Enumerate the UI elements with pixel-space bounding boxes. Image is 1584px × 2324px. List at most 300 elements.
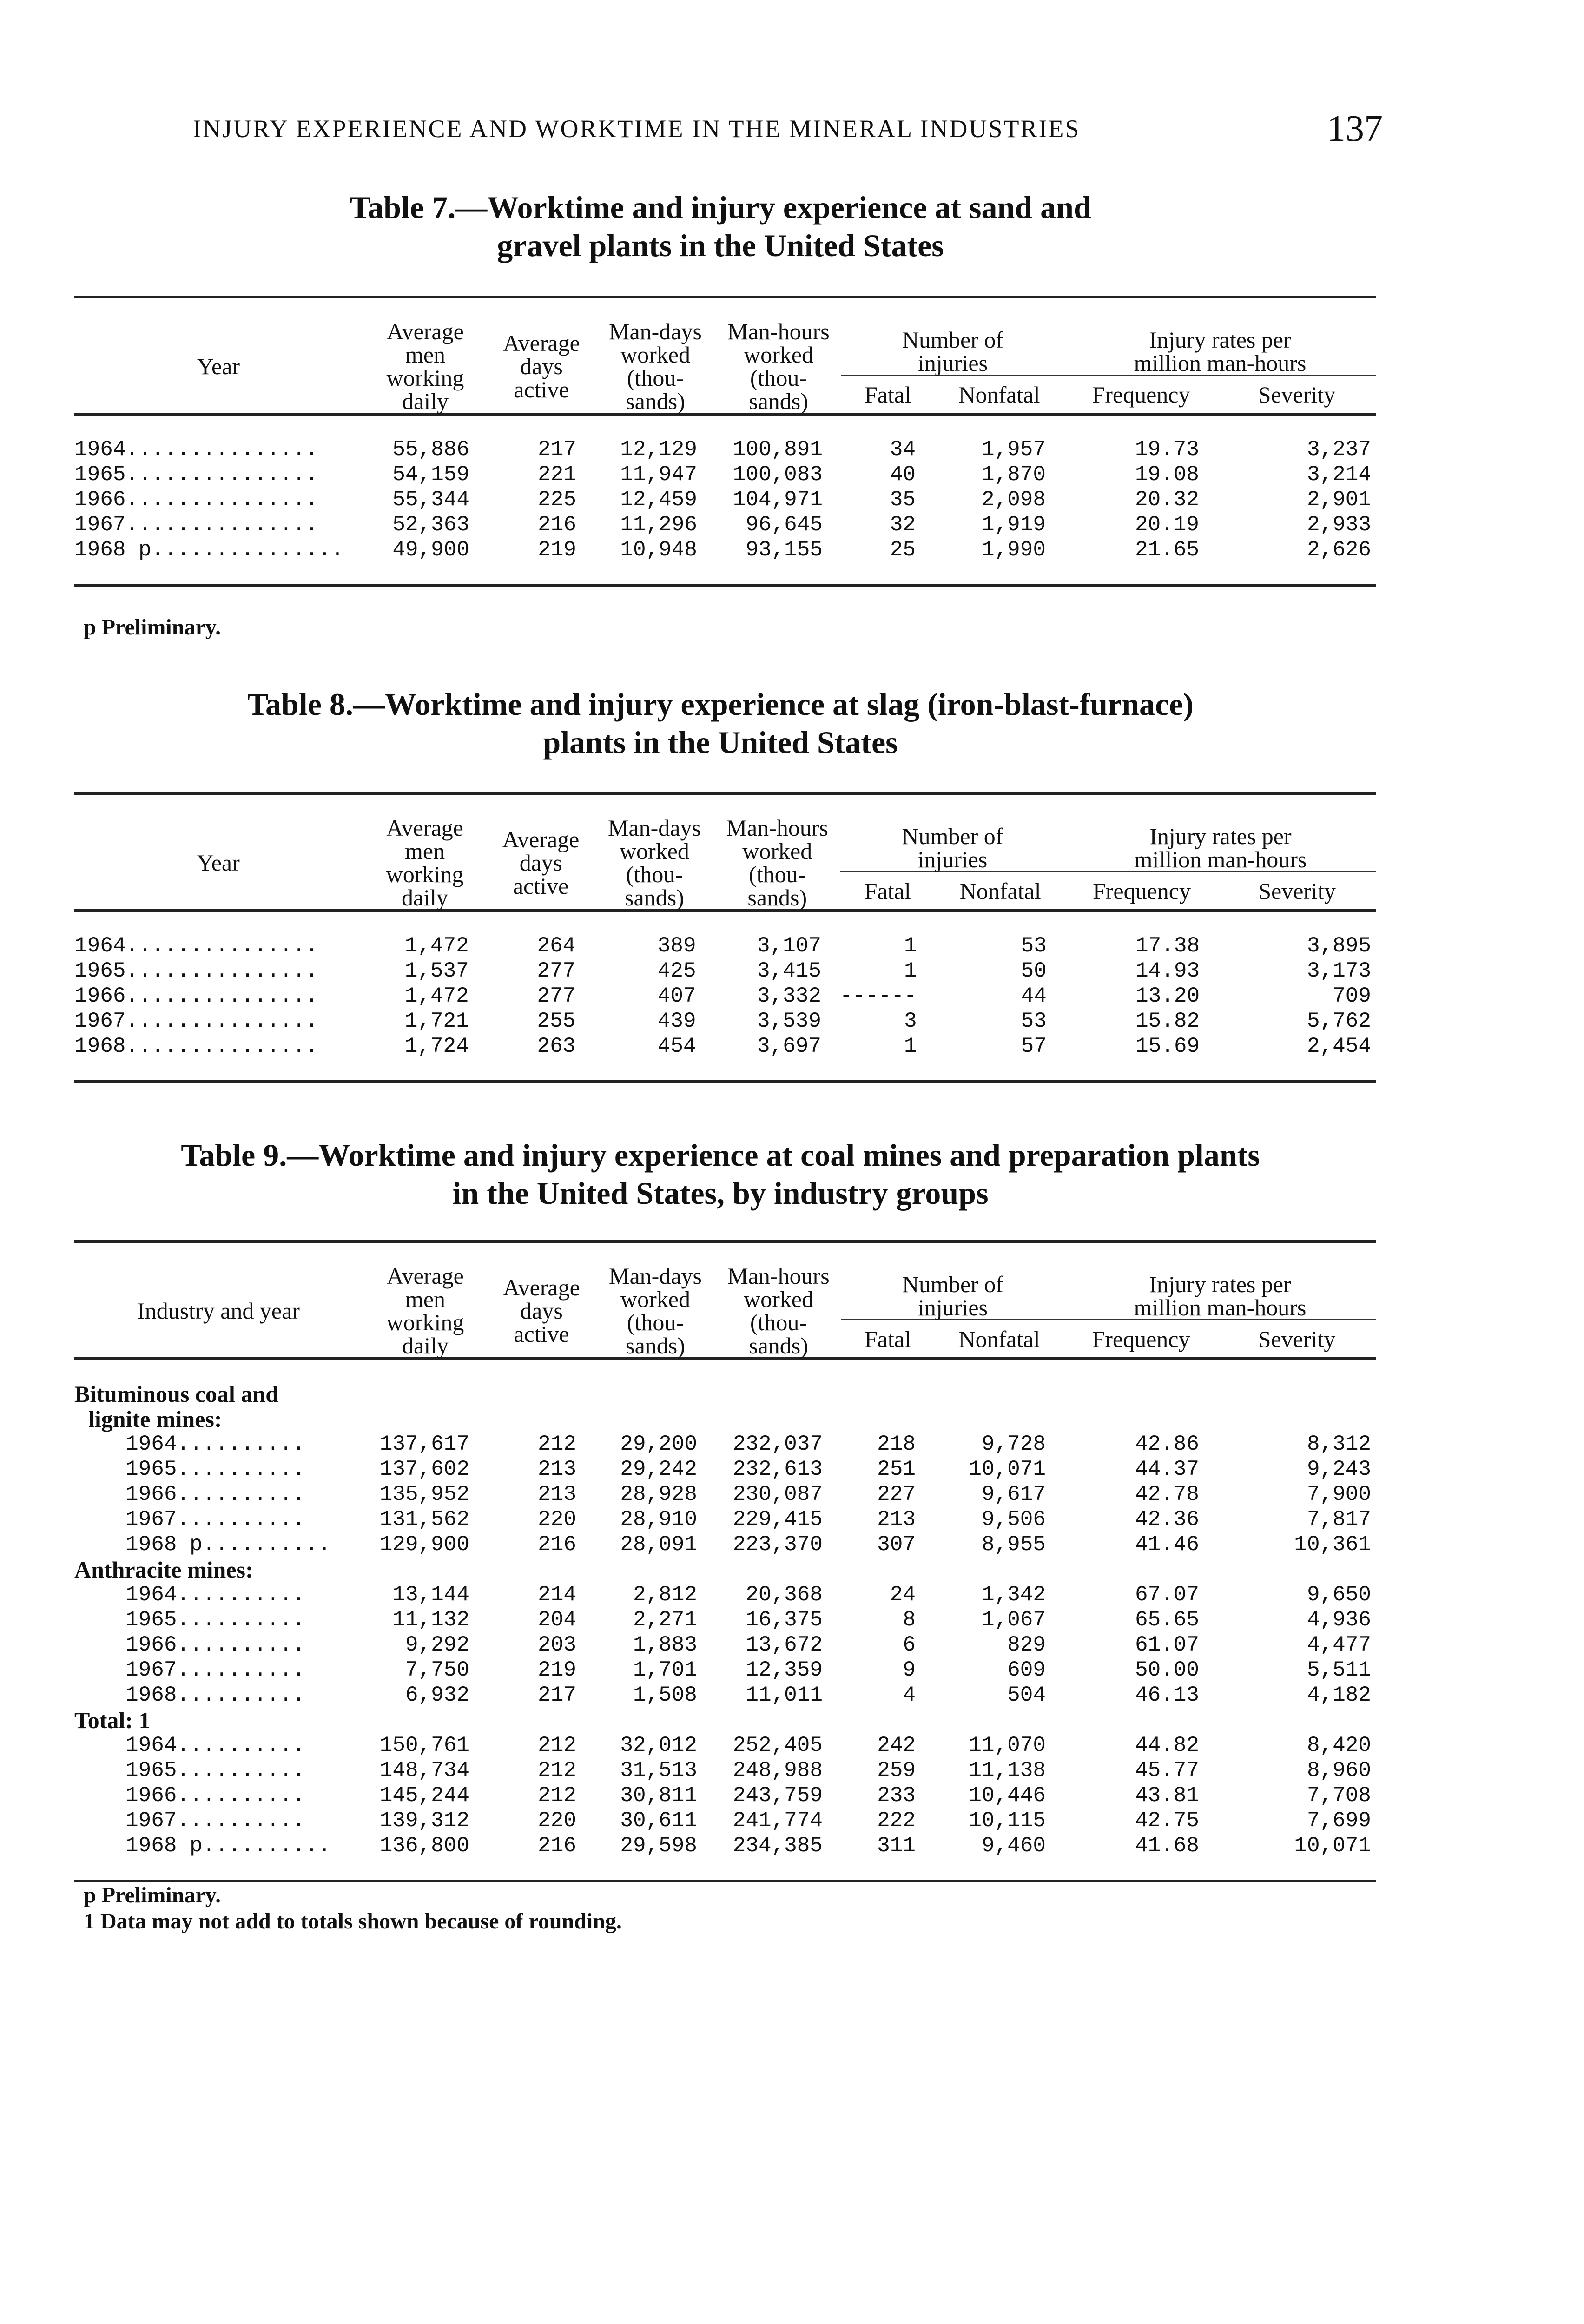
row-year — [74, 1034, 362, 1082]
cell-nonfatal: 9,460 — [981, 1834, 1046, 1858]
cell-severity: 709 — [1333, 984, 1371, 1008]
cell-men: 9,292 — [405, 1633, 469, 1657]
cell-days: 220 — [538, 1507, 576, 1532]
cell-frequency: 42.36 — [1135, 1507, 1199, 1532]
cell-severity: 2,626 — [1307, 538, 1371, 562]
cell-fatal: 222 — [877, 1809, 916, 1833]
cell-severity: 7,708 — [1307, 1783, 1371, 1808]
cell-nonfatal: 1,919 — [981, 513, 1046, 537]
cell-days: 212 — [538, 1783, 576, 1808]
table-header — [74, 793, 1376, 911]
col-man-hours-line: worked — [744, 1286, 813, 1312]
cell-frequency: 14.93 — [1135, 959, 1200, 983]
cell-mandays: 1,701 — [633, 1658, 697, 1682]
cell-mandays: 389 — [657, 934, 696, 958]
leader-dots: .......... — [177, 1758, 305, 1783]
table9-notes — [84, 1882, 622, 1934]
col-year: Year — [197, 353, 240, 379]
col-average-days — [488, 793, 594, 911]
cell-severity: 10,071 — [1294, 1834, 1371, 1858]
cell-fatal: ------ — [839, 984, 917, 1008]
col-average-men-line: Average — [387, 1263, 464, 1289]
leader-dots: ............... — [125, 1034, 318, 1058]
table8-title-line1: Table 8.—Worktime and injury experience at slag (iron-blast-furnace) — [247, 687, 1194, 722]
cell-manhours: 3,697 — [757, 1034, 821, 1058]
cell-frequency: 42.78 — [1135, 1482, 1199, 1506]
table7-title — [232, 188, 1208, 264]
cell-days: 217 — [538, 1683, 576, 1707]
col-average-days-line: days — [520, 353, 563, 379]
col-average-men-line: Average — [386, 815, 463, 841]
leader-dots: .......... — [177, 1658, 305, 1682]
cell-severity: 3,237 — [1307, 437, 1371, 462]
cell-fatal: 34 — [890, 437, 916, 462]
row-year-label: 1968 p — [74, 538, 152, 562]
cell-manhours: 243,759 — [733, 1783, 823, 1808]
cell-men: 11,132 — [392, 1608, 469, 1632]
col-average-days-line: Average — [503, 1274, 580, 1301]
col-frequency: Frequency — [1092, 381, 1190, 408]
cell-days: 212 — [538, 1758, 576, 1783]
leader-dots: ............... — [125, 959, 318, 983]
cell-nonfatal: 11,070 — [969, 1733, 1046, 1757]
cell-severity: 8,420 — [1307, 1733, 1371, 1757]
row-year — [74, 1009, 362, 1034]
cell-fatal: 218 — [877, 1432, 916, 1456]
row-year-label: 1968 p — [125, 1834, 203, 1858]
col-man-days-line: Man-days — [609, 1263, 702, 1289]
cell-fatal: 251 — [877, 1457, 916, 1481]
cell-men: 136,800 — [379, 1834, 469, 1858]
col-average-days-line: active — [513, 873, 569, 899]
row-year-label: 1968 p — [125, 1532, 203, 1557]
table-row — [74, 1432, 1376, 1457]
cell-mandays: 28,910 — [620, 1507, 697, 1532]
row-year — [74, 1507, 363, 1532]
col-frequency: Frequency — [1092, 878, 1191, 904]
cell-frequency: 67.07 — [1135, 1583, 1199, 1607]
col-average-days-line: Average — [502, 826, 580, 852]
col-group-injuries — [841, 1241, 1064, 1320]
cell-frequency: 50.00 — [1135, 1658, 1199, 1682]
row-year-label: 1968 — [74, 1034, 126, 1058]
col-man-hours — [716, 1241, 841, 1359]
col-average-men — [362, 793, 487, 911]
table-row — [74, 1833, 1376, 1881]
col-man-days-line: sands) — [625, 885, 684, 911]
cell-manhours: 11,011 — [746, 1683, 823, 1707]
cell-severity: 8,960 — [1307, 1758, 1371, 1783]
col-average-days-line: active — [514, 1321, 569, 1347]
cell-days: 277 — [537, 984, 576, 1008]
col-group-injury-rates — [1064, 1241, 1376, 1320]
table-row — [74, 911, 1376, 958]
col-average-days — [488, 297, 595, 414]
table-body — [74, 1359, 1376, 1881]
cell-nonfatal: 10,071 — [969, 1457, 1046, 1481]
cell-days: 221 — [538, 462, 576, 487]
cell-mandays: 2,812 — [633, 1583, 697, 1607]
cell-men: 135,952 — [379, 1482, 469, 1506]
running-head: INJURY EXPERIENCE AND WORKTIME IN THE MINERAL INDUSTRIES — [193, 115, 1081, 143]
row-year-label: 1964 — [74, 437, 126, 462]
col-fatal: Fatal — [865, 1326, 911, 1352]
row-year-label: 1964 — [125, 1432, 177, 1456]
col-average-men — [363, 297, 488, 414]
cell-frequency: 61.07 — [1135, 1633, 1199, 1657]
row-year — [74, 537, 363, 585]
col-severity: Severity — [1258, 878, 1336, 904]
row-year-label: 1966 — [125, 1482, 177, 1506]
cell-men: 145,244 — [379, 1783, 469, 1808]
cell-manhours: 100,891 — [733, 437, 823, 462]
cell-men: 52,363 — [392, 513, 469, 537]
row-year — [74, 984, 362, 1009]
cell-days: 203 — [538, 1633, 576, 1657]
cell-mandays: 29,242 — [620, 1457, 697, 1481]
cell-days: 213 — [538, 1457, 576, 1481]
cell-nonfatal: 1,957 — [981, 437, 1046, 462]
row-year-label: 1965 — [74, 959, 126, 983]
cell-men: 1,472 — [404, 934, 469, 958]
cell-manhours: 248,988 — [733, 1758, 823, 1783]
cell-severity: 7,817 — [1307, 1507, 1371, 1532]
col-man-days-line: Man-days — [607, 815, 701, 841]
cell-manhours: 12,359 — [746, 1658, 823, 1682]
col-man-days-line: sands) — [626, 388, 685, 414]
cell-nonfatal: 1,342 — [981, 1583, 1046, 1607]
cell-fatal: 1 — [904, 934, 917, 958]
row-year — [74, 1532, 363, 1557]
cell-severity: 5,762 — [1307, 1009, 1371, 1033]
col-average-men-line: daily — [402, 388, 449, 414]
col-nonfatal: Nonfatal — [959, 878, 1041, 904]
cell-men: 137,617 — [379, 1432, 469, 1456]
col-man-days-line: (thou- — [626, 861, 683, 887]
leader-dots: .......... — [202, 1834, 331, 1858]
cell-severity: 4,936 — [1307, 1608, 1371, 1632]
row-year-label: 1968 — [125, 1683, 177, 1707]
cell-men: 129,900 — [379, 1532, 469, 1557]
cell-nonfatal: 44 — [1021, 984, 1047, 1008]
cell-severity: 5,511 — [1307, 1658, 1371, 1682]
row-year — [74, 1632, 363, 1657]
col-group-rates-line: Injury rates per — [1149, 823, 1292, 850]
cell-fatal: 8 — [903, 1608, 916, 1632]
cell-days: 220 — [538, 1809, 576, 1833]
table-header — [74, 1241, 1376, 1359]
table-row — [74, 1657, 1376, 1683]
col-average-men-line: men — [405, 1286, 446, 1312]
cell-fatal: 213 — [877, 1507, 916, 1532]
col-fatal: Fatal — [865, 381, 911, 408]
cell-frequency: 44.37 — [1135, 1457, 1199, 1481]
cell-frequency: 17.38 — [1135, 934, 1200, 958]
cell-manhours: 232,613 — [733, 1457, 823, 1481]
col-average-men-line: working — [386, 365, 464, 391]
leader-dots: .......... — [177, 1583, 305, 1607]
col-group-injuries-line: Number of — [902, 327, 1003, 353]
cell-fatal: 32 — [890, 513, 916, 537]
col-average-men-line: working — [386, 1309, 464, 1335]
cell-mandays: 31,513 — [620, 1758, 697, 1783]
cell-severity: 2,933 — [1307, 513, 1371, 537]
cell-fatal: 3 — [904, 1009, 917, 1033]
col-man-hours-line: Man-hours — [727, 1263, 830, 1289]
cell-manhours: 3,539 — [757, 1009, 821, 1033]
col-average-days-line: days — [520, 1298, 563, 1324]
cell-manhours: 241,774 — [733, 1809, 823, 1833]
cell-fatal: 35 — [890, 488, 916, 512]
table-header — [74, 297, 1376, 414]
col-average-days-line: active — [514, 376, 569, 403]
table-row — [74, 1507, 1376, 1532]
cell-fatal: 311 — [877, 1834, 916, 1858]
col-man-hours-line: Man-hours — [726, 815, 828, 841]
row-year-label: 1967 — [74, 513, 126, 537]
row-year-label: 1964 — [74, 934, 126, 958]
row-year — [74, 911, 362, 958]
section-label: Anthracite mines: — [74, 1557, 253, 1583]
col-frequency: Frequency — [1092, 1326, 1190, 1352]
cell-nonfatal: 1,990 — [981, 538, 1046, 562]
col-man-hours-line: (thou- — [750, 1309, 807, 1335]
col-man-hours-line: sands) — [747, 885, 807, 911]
row-year — [74, 414, 363, 462]
row-year — [74, 1808, 363, 1833]
cell-days: 219 — [538, 538, 576, 562]
cell-nonfatal: 2,098 — [981, 488, 1046, 512]
cell-nonfatal: 1,067 — [981, 1608, 1046, 1632]
row-year — [74, 487, 363, 512]
col-man-days-line: sands) — [626, 1333, 685, 1359]
row-year-label: 1966 — [74, 984, 126, 1008]
leader-dots: .......... — [177, 1809, 305, 1833]
leader-dots: ............... — [125, 462, 318, 487]
col-man-hours — [715, 793, 840, 911]
table7-title-line2: gravel plants in the United States — [497, 228, 944, 263]
cell-men: 49,900 — [392, 538, 469, 562]
cell-nonfatal: 609 — [1007, 1658, 1046, 1682]
cell-fatal: 9 — [903, 1658, 916, 1682]
cell-days: 217 — [538, 437, 576, 462]
row-year-label: 1964 — [125, 1733, 177, 1757]
cell-manhours: 16,375 — [746, 1608, 823, 1632]
table9-note-preliminary: p Preliminary. — [84, 1883, 221, 1908]
cell-frequency: 65.65 — [1135, 1608, 1199, 1632]
col-group-rates-line: million man-hours — [1134, 846, 1307, 873]
cell-frequency: 46.13 — [1135, 1683, 1199, 1707]
cell-mandays: 30,811 — [620, 1783, 697, 1808]
cell-manhours: 3,332 — [757, 984, 821, 1008]
table-row — [74, 1808, 1376, 1833]
table-row — [74, 1009, 1376, 1034]
row-year-label: 1967 — [74, 1009, 126, 1033]
section-label: Bituminous coal and — [74, 1381, 279, 1407]
cell-days: 213 — [538, 1482, 576, 1506]
cell-men: 55,886 — [392, 437, 469, 462]
cell-men: 6,932 — [405, 1683, 469, 1707]
col-group-injuries-line: Number of — [902, 823, 1003, 850]
cell-severity: 3,214 — [1307, 462, 1371, 487]
cell-mandays: 30,611 — [620, 1809, 697, 1833]
col-man-days — [595, 1241, 716, 1359]
cell-men: 7,750 — [405, 1658, 469, 1682]
col-man-hours-line: sands) — [749, 1333, 808, 1359]
cell-men: 1,721 — [404, 1009, 469, 1033]
col-man-hours-line: Man-hours — [727, 318, 830, 344]
table9-title-line2: in the United States, by industry groups — [452, 1175, 989, 1211]
table-row — [74, 487, 1376, 512]
cell-mandays: 32,012 — [620, 1733, 697, 1757]
leader-dots: .......... — [177, 1608, 305, 1632]
row-year — [74, 958, 362, 984]
row-year-label: 1966 — [74, 488, 126, 512]
cell-manhours: 234,385 — [733, 1834, 823, 1858]
row-year — [74, 1783, 363, 1808]
table-row — [74, 1034, 1376, 1082]
leader-dots: .......... — [177, 1783, 305, 1808]
leader-dots: ............... — [125, 437, 318, 462]
cell-mandays: 11,947 — [620, 462, 697, 487]
col-man-days-line: worked — [620, 342, 690, 368]
table-row — [74, 1532, 1376, 1557]
cell-mandays: 11,296 — [620, 513, 697, 537]
cell-frequency: 42.75 — [1135, 1809, 1199, 1833]
leader-dots: ............... — [125, 488, 318, 512]
cell-nonfatal: 9,728 — [981, 1432, 1046, 1456]
cell-manhours: 104,971 — [733, 488, 823, 512]
table-row — [74, 1607, 1376, 1632]
table-row — [74, 462, 1376, 487]
row-year — [74, 1657, 363, 1683]
leader-dots: ............... — [125, 984, 318, 1008]
row-year-label: 1964 — [125, 1583, 177, 1607]
cell-manhours: 100,083 — [733, 462, 823, 487]
cell-nonfatal: 829 — [1007, 1633, 1046, 1657]
leader-dots: .......... — [177, 1482, 305, 1506]
section-label: lignite mines: — [88, 1406, 222, 1432]
col-group-injuries-line: injuries — [918, 350, 988, 376]
cell-days: 219 — [538, 1658, 576, 1682]
cell-severity: 4,182 — [1307, 1683, 1371, 1707]
table-row — [74, 512, 1376, 537]
table-body — [74, 911, 1376, 1082]
cell-frequency: 20.19 — [1135, 513, 1199, 537]
cell-nonfatal: 9,617 — [981, 1482, 1046, 1506]
table7-note: p Preliminary. — [84, 615, 221, 640]
cell-days: 255 — [537, 1009, 576, 1033]
col-average-men-line: Average — [387, 318, 464, 344]
cell-frequency: 44.82 — [1135, 1733, 1199, 1757]
table-row — [74, 1457, 1376, 1482]
row-year-label: 1967 — [125, 1809, 177, 1833]
col-group-injury-rates — [1065, 793, 1376, 872]
cell-fatal: 4 — [903, 1683, 916, 1707]
table7-title-line1: Table 7.—Worktime and injury experience at sand and — [350, 190, 1091, 225]
cell-nonfatal: 504 — [1007, 1683, 1046, 1707]
cell-fatal: 242 — [877, 1733, 916, 1757]
cell-men: 150,761 — [379, 1733, 469, 1757]
cell-men: 1,724 — [404, 1034, 469, 1058]
leader-dots: ............... — [151, 538, 344, 562]
cell-manhours: 3,415 — [757, 959, 821, 983]
col-year: Year — [197, 850, 240, 876]
cell-severity: 2,901 — [1307, 488, 1371, 512]
leader-dots: .......... — [177, 1507, 305, 1532]
leader-dots: .......... — [177, 1457, 305, 1481]
cell-nonfatal: 53 — [1021, 934, 1047, 958]
cell-mandays: 28,928 — [620, 1482, 697, 1506]
cell-frequency: 19.08 — [1135, 462, 1199, 487]
cell-fatal: 1 — [904, 1034, 917, 1058]
cell-men: 131,562 — [379, 1507, 469, 1532]
page-number: 137 — [1327, 108, 1383, 149]
cell-severity: 2,454 — [1307, 1034, 1371, 1058]
table-row — [74, 1758, 1376, 1783]
table-row — [74, 958, 1376, 984]
cell-frequency: 41.68 — [1135, 1834, 1199, 1858]
cell-mandays: 425 — [657, 959, 696, 983]
cell-mandays: 12,129 — [620, 437, 697, 462]
row-year-label: 1967 — [125, 1507, 177, 1532]
col-average-men — [363, 1241, 488, 1359]
col-group-injuries-line: injuries — [918, 1294, 988, 1321]
cell-fatal: 6 — [903, 1633, 916, 1657]
cell-days: 212 — [538, 1432, 576, 1456]
col-group-rates-line: million man-hours — [1134, 350, 1307, 376]
leader-dots: .......... — [177, 1633, 305, 1657]
cell-mandays: 29,598 — [620, 1834, 697, 1858]
col-group-rates-line: million man-hours — [1134, 1294, 1307, 1321]
cell-severity: 9,243 — [1307, 1457, 1371, 1481]
cell-days: 214 — [538, 1583, 576, 1607]
cell-days: 204 — [538, 1608, 576, 1632]
cell-severity: 4,477 — [1307, 1633, 1371, 1657]
cell-men: 1,472 — [404, 984, 469, 1008]
section-label: Total: 1 — [74, 1707, 151, 1733]
table9-title-line1: Table 9.—Worktime and injury experience at coal mines and preparation plants — [181, 1137, 1260, 1173]
cell-mandays: 1,883 — [633, 1633, 697, 1657]
cell-frequency: 15.82 — [1135, 1009, 1200, 1033]
section-header-row — [74, 1557, 1376, 1582]
cell-mandays: 407 — [657, 984, 696, 1008]
table9 — [74, 1240, 1376, 1882]
cell-mandays: 29,200 — [620, 1432, 697, 1456]
cell-men: 13,144 — [392, 1583, 469, 1607]
col-group-rates-line: Injury rates per — [1149, 327, 1291, 353]
cell-fatal: 1 — [904, 959, 917, 983]
cell-manhours: 229,415 — [733, 1507, 823, 1532]
table9-note-rounding: 1 Data may not add to totals shown because of rounding. — [84, 1909, 622, 1934]
cell-nonfatal: 11,138 — [969, 1758, 1046, 1783]
table-row — [74, 1482, 1376, 1507]
cell-manhours: 3,107 — [757, 934, 821, 958]
cell-frequency: 15.69 — [1135, 1034, 1200, 1058]
cell-days: 264 — [537, 934, 576, 958]
cell-frequency: 20.32 — [1135, 488, 1199, 512]
table-row — [74, 1783, 1376, 1808]
row-year-label: 1965 — [125, 1758, 177, 1783]
cell-nonfatal: 1,870 — [981, 462, 1046, 487]
cell-men: 54,159 — [392, 462, 469, 487]
col-average-men-line: working — [386, 861, 464, 887]
cell-fatal: 259 — [877, 1758, 916, 1783]
col-group-rates-line: Injury rates per — [1149, 1271, 1291, 1298]
table-row — [74, 1683, 1376, 1708]
cell-fatal: 24 — [890, 1583, 916, 1607]
table-row — [74, 1733, 1376, 1758]
